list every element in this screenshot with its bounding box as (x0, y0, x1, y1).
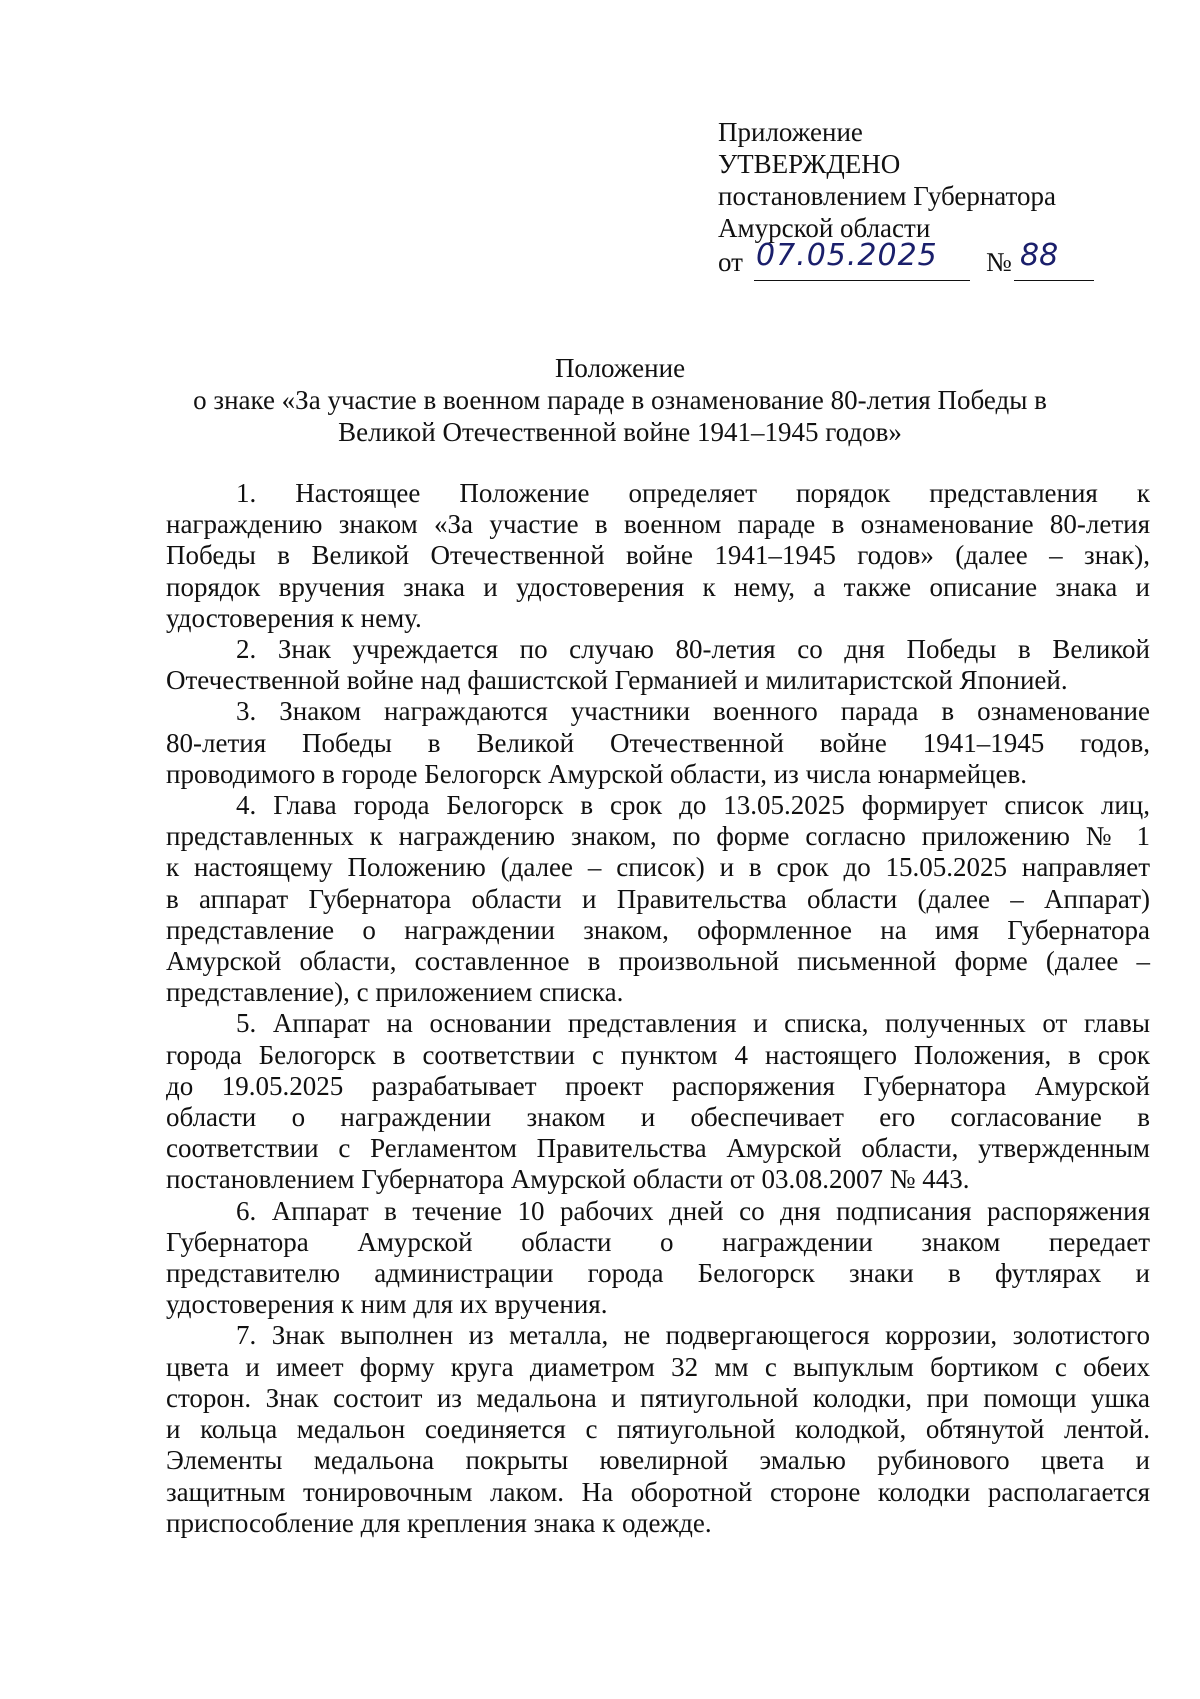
date-underline (754, 280, 970, 281)
paragraph-line: 1. Настоящее Положение определяет порядок представления к (236, 478, 1150, 508)
paragraph-line: к настоящему Положению (далее – список) и в срок до 15.05.2025 направляет (166, 852, 1150, 883)
paragraph-line: представление о награждении знаком, оформленное на имя Губернатора (166, 914, 1150, 945)
region-label: Амурской области (718, 213, 931, 243)
paragraph-line: города Белогорск в соответствии с пунктом 4 настоящего Положения, в срок (166, 1039, 1150, 1070)
paragraph-1 (166, 478, 1150, 634)
paragraph-line: Победы в Великой Отечественной войне 1941–1945 годов» (далее – знак), (166, 540, 1150, 571)
paragraph-line: порядок вручения знака и удостоверения к нему, а также описание знака и (166, 571, 1150, 602)
paragraph-line: Амурской области, составленное в произвольной письменной форме (далее – (166, 946, 1150, 977)
paragraph-2 (166, 634, 1150, 696)
paragraph-line: 4. Глава города Белогорск в срок до 13.05.2025 формирует список лиц, (236, 790, 1150, 821)
paragraph-line: 5. Аппарат на основании представления и списка, полученных от главы (236, 1008, 1150, 1039)
paragraph-line: проводимого в городе Белогорск Амурской области, из числа юнармейцев. (166, 758, 1027, 789)
paragraph-line: в аппарат Губернатора области и Правительства области (далее – Аппарат) (166, 883, 1150, 914)
paragraph-line: удостоверения к ним для их вручения. (166, 1289, 608, 1320)
paragraph-line: соответствии с Регламентом Правительства Амурской области, утвержденным (166, 1133, 1150, 1164)
number-label: № (986, 247, 1012, 277)
paragraph-line: 80-летия Победы в Великой Отечественной войне 1941–1945 годов, (166, 727, 1150, 758)
appendix-label: Приложение (718, 117, 863, 147)
resolution-label: постановлением Губернатора (718, 181, 1056, 211)
paragraph-line: и кольца медальон соединяется с пятиугольной колодкой, обтянутой лентой. (166, 1414, 1150, 1445)
paragraph-7 (166, 1320, 1150, 1538)
paragraph-line: приспособление для крепления знака к одежде. (166, 1507, 712, 1538)
document-title (120, 352, 1120, 448)
paragraph-line: постановлением Губернатора Амурской области от 03.08.2007 № 443. (166, 1164, 970, 1195)
handwritten-number: 88 (1020, 238, 1059, 273)
paragraph-line: удостоверения к нему. (166, 602, 422, 633)
paragraph-line: 2. Знак учреждается по случаю 80-летия со дня Победы в Великой (236, 634, 1150, 665)
paragraph-line: награждению знаком «За участие в военном параде в ознаменование 80-летия (166, 509, 1150, 540)
paragraph-line: Отечественной войне над фашистской Германией и милитаристской Японией. (166, 665, 1068, 696)
title-line-2: Великой Отечественной войне 1941–1945 годов» (338, 417, 902, 447)
paragraph-line: 3. Знаком награждаются участники военного парада в ознаменование (236, 696, 1150, 727)
date-prefix: от (718, 247, 743, 277)
date-number-line (718, 238, 1118, 284)
paragraph-line: представленных к награждению знаком, по форме согласно приложению № 1 (166, 821, 1150, 852)
approved-label: УТВЕРЖДЕНО (718, 149, 901, 179)
title-line-1: о знаке «За участие в военном параде в ознаменование 80-летия Победы в (193, 385, 1047, 415)
paragraph-5 (166, 1008, 1150, 1195)
paragraph-line: представителю администрации города Белогорск знаки в футлярах и (166, 1258, 1150, 1289)
handwritten-date: 07.05.2025 (756, 238, 938, 273)
paragraph-line: Губернатора Амурской области о награждении знаком передает (166, 1226, 1150, 1257)
paragraph-line: Элементы медальона покрыты ювелирной эмалью рубинового цвета и (166, 1445, 1150, 1476)
paragraph-6 (166, 1196, 1150, 1321)
paragraph-line: области о награждении знаком и обеспечивает его согласование в (166, 1102, 1150, 1133)
title-heading: Положение (554, 353, 686, 383)
document-body (166, 478, 1150, 1539)
number-underline (1014, 280, 1094, 281)
paragraph-line: представление), с приложением списка. (166, 977, 624, 1008)
paragraph-line: цвета и имеет форму круга диаметром 32 мм с выпуклым бортиком с обеих (166, 1351, 1150, 1382)
paragraph-4 (166, 790, 1150, 1008)
paragraph-3 (166, 696, 1150, 790)
approval-block (718, 116, 1118, 284)
paragraph-line: 6. Аппарат в течение 10 рабочих дней со дня подписания распоряжения (236, 1195, 1150, 1226)
paragraph-line: сторон. Знак состоит из медальона и пятиугольной колодки, при помощи ушка (166, 1382, 1150, 1413)
paragraph-line: 7. Знак выполнен из металла, не подвергающегося коррозии, золотистого (236, 1320, 1150, 1351)
paragraph-line: защитным тонировочным лаком. На оборотной стороне колодки располагается (166, 1476, 1150, 1507)
paragraph-line: до 19.05.2025 разрабатывает проект распоряжения Губернатора Амурской (166, 1070, 1150, 1101)
